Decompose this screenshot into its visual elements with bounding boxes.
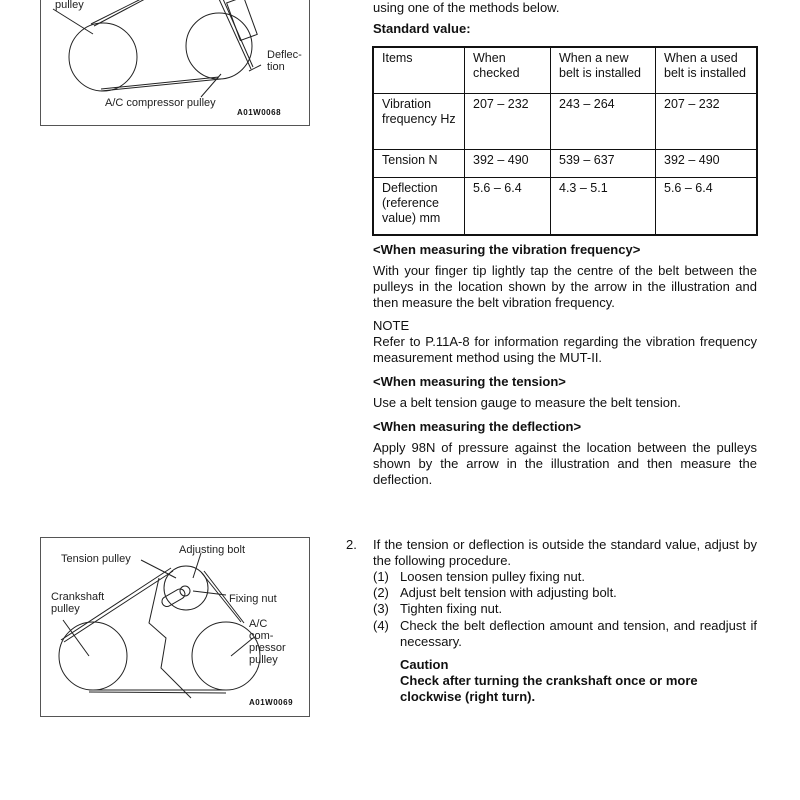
table-header-row [373,47,757,93]
tension-heading: <When measuring the tension> [373,374,566,389]
table-cell: Tension N [373,149,465,177]
table-cell: 5.6 – 6.4 [465,177,551,235]
step-text: If the tension or deflection is outside the standard value, adjust by the following procedure. [373,537,757,568]
deflection-text: Apply 98N of pressure against the location between the pulleys shown by the arrow in the illustration and then measure the deflection. [373,440,757,487]
substep-text: Adjust belt tension with adjusting bolt. [400,585,617,600]
table-cell: 4.3 – 5.1 [551,177,656,235]
table-row [373,149,757,177]
caution-label: Caution [400,657,449,672]
substep-number: (4) [373,618,389,633]
step-number: 2. [346,537,357,552]
adjusting-bolt-label: Adjusting bolt [179,544,246,556]
table-row [373,177,757,235]
substep-number: (1) [373,569,389,584]
table-cell: 539 – 637 [551,149,656,177]
table-cell: Vibration frequency Hz [373,93,465,149]
deflection-label: Deflec- tion [267,49,302,73]
substep-text: Check the belt deflection amount and tension, and readjust if necessary. [400,618,757,649]
belt-deflection-figure [40,0,310,126]
table-cell: 207 – 232 [465,93,551,149]
table-cell: Deflection (reference value) mm [373,177,465,235]
ac-compressor-pulley-label: A/C compressor pulley [105,97,216,109]
table-header: When a used belt is installed [656,47,758,93]
standard-value-heading: Standard value: [373,21,471,36]
substep-number: (2) [373,585,389,600]
figure-code: A01W0069 [249,698,294,707]
deflection-heading: <When measuring the deflection> [373,419,582,434]
substep-number: (3) [373,601,389,616]
table-header: Items [373,47,465,93]
caution-text: Check after turning the crankshaft once or more clockwise (right turn). [400,673,698,704]
fixing-nut-label: Fixing nut [229,593,277,605]
crankshaft-pulley-label: Crankshaft pulley [51,591,105,615]
note-text: Refer to P.11A-8 for information regarding the vibration frequency measurement method using the MUT-II. [373,334,757,365]
intro-text: using one of the methods below. [373,0,560,15]
figure-code: A01W0068 [237,108,282,117]
table-header: When a new belt is installed [551,47,656,93]
table-cell: 243 – 264 [551,93,656,149]
ac-compressor-pulley-label: A/C com- pressor pulley [249,618,286,666]
table-cell: 207 – 232 [656,93,758,149]
table-cell: 392 – 490 [465,149,551,177]
substep-text: Loosen tension pulley fixing nut. [400,569,586,584]
vibration-heading: <When measuring the vibration frequency> [373,242,641,257]
tension-pulley-label: Tension pulley [61,553,131,565]
substep-text: Tighten fixing nut. [400,601,503,616]
table-row [373,93,757,149]
note-label: NOTE [373,318,410,333]
pulley-label: pulley [55,0,84,11]
table-cell: 392 – 490 [656,149,758,177]
belt-adjustment-figure [40,537,310,717]
table-cell: 5.6 – 6.4 [656,177,758,235]
vibration-text: With your finger tip lightly tap the centre of the belt between the pulleys in the location shown by the arrow in the illustration and then measure the belt vibration frequency. [373,263,757,310]
table-header: When checked [465,47,551,93]
standard-value-table [372,46,758,236]
tension-text: Use a belt tension gauge to measure the belt tension. [373,395,681,410]
